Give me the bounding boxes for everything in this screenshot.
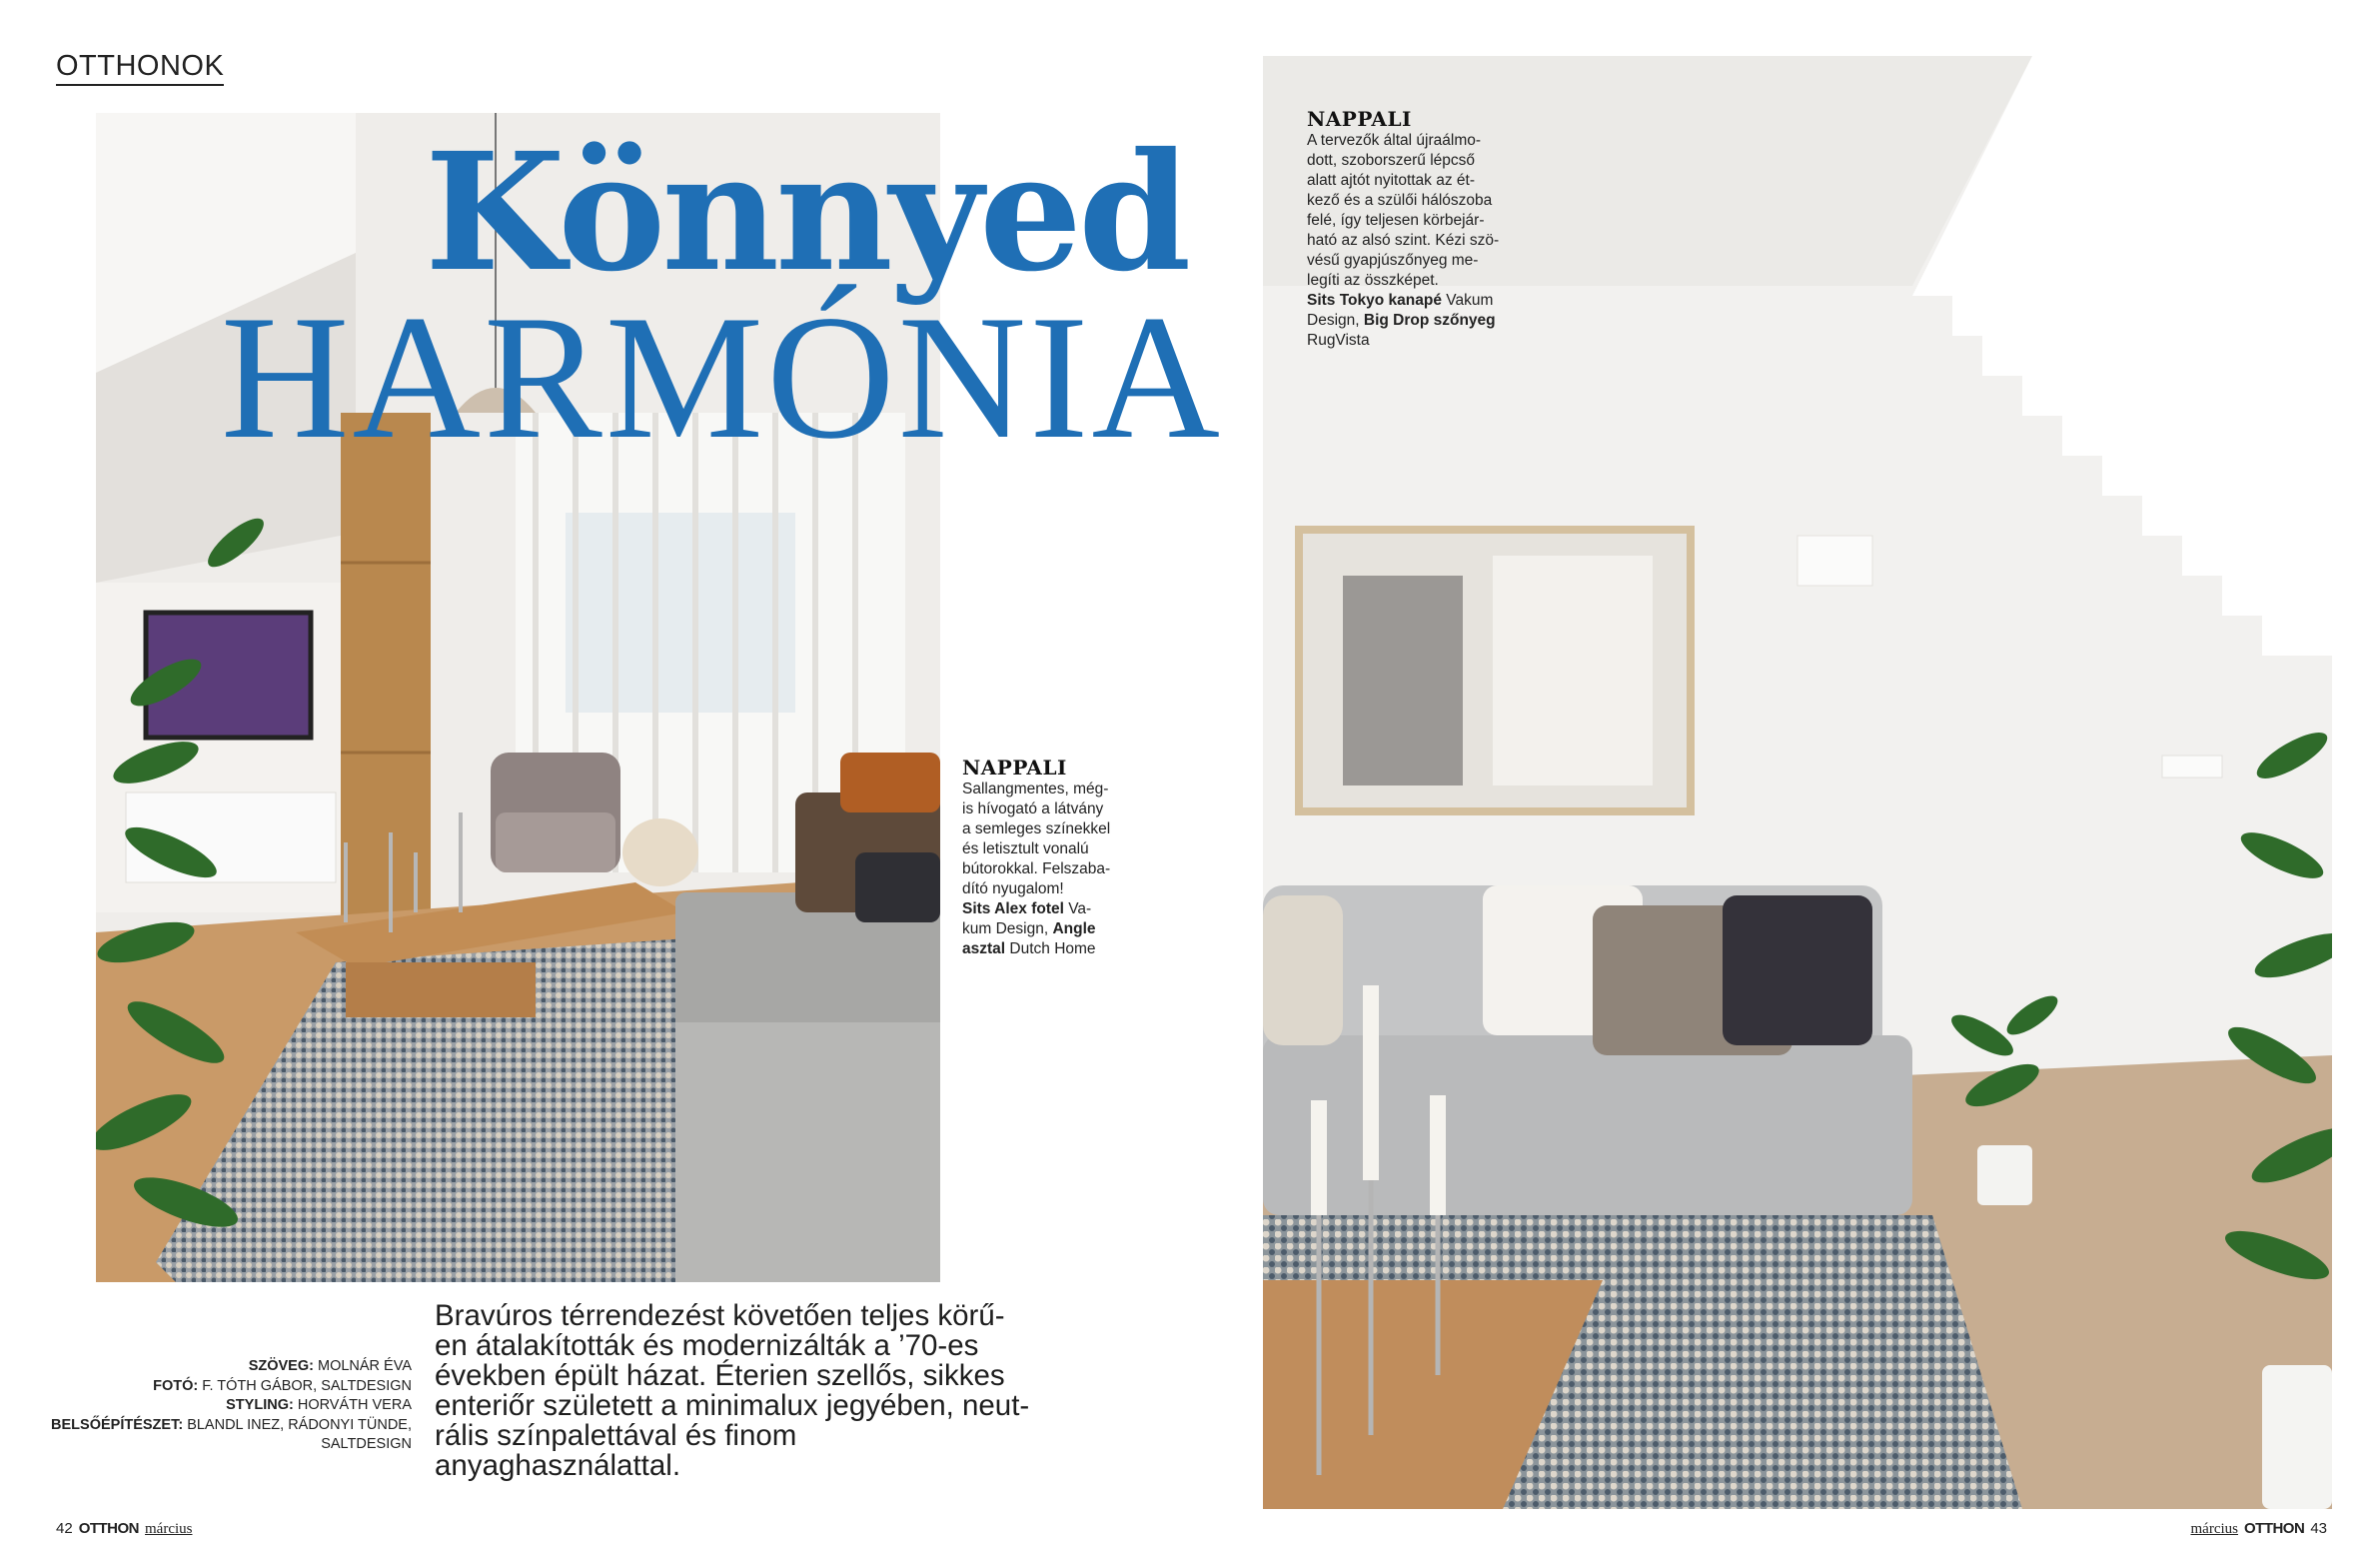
credit-line — [50, 1396, 412, 1416]
caption-left-credit-line — [962, 919, 1137, 939]
caption-right — [1307, 107, 1522, 351]
caption-right-credit-bold: Big Drop szőnyeg — [1363, 312, 1496, 329]
caption-right-credit-text: Vakum — [1441, 292, 1494, 309]
caption-right-line: vésű gyapjúszőnyeg me- — [1307, 252, 1479, 269]
magazine-brand-left: OTTHON — [78, 1520, 140, 1537]
caption-right-line: dott, szoborszerű lépcső — [1307, 152, 1476, 169]
caption-left-body — [962, 780, 1137, 959]
caption-right-body — [1307, 131, 1522, 351]
caption-left-credit-bold: asztal — [962, 940, 1006, 957]
caption-left-line: Sallangmentes, még- — [962, 780, 1109, 797]
lead-paragraph: Bravúros térrendezést követően teljes körű- en átalakították és modernizálták a ’70-es években épült házat. Éterien szellős, sikkes enteriőr született a minimalux jegyében, neut- rális színpalettával és finom anyaghasználattal. — [435, 1299, 1030, 1482]
issue-month-left: március — [145, 1521, 193, 1537]
credit-line — [50, 1377, 412, 1397]
caption-left-credit-bold: Angle — [1052, 920, 1096, 937]
caption-left-line: is hívogató a látvány — [962, 800, 1104, 817]
caption-left-credit-line — [962, 899, 1137, 919]
credit-value: HORVÁTH VERA — [293, 1397, 412, 1413]
caption-left-credit-text: Dutch Home — [1005, 940, 1096, 957]
caption-right-line: A tervezők által újraálmo- — [1307, 132, 1482, 149]
caption-right-credit-line — [1307, 331, 1522, 351]
caption-right-line: ható az alsó szint. Kézi szö- — [1307, 232, 1500, 249]
caption-right-title: NAPPALI — [1307, 107, 1412, 131]
credit-value: BLANDL INEZ, RÁDONYI TÜNDE, — [183, 1416, 412, 1433]
caption-left-credit-line — [962, 939, 1137, 959]
caption-right-line: legíti az összképet. — [1307, 272, 1439, 289]
issue-month-right: március — [2190, 1521, 2238, 1537]
caption-right-credit-text: RugVista — [1307, 332, 1370, 349]
caption-left-line: dító nyugalom! — [962, 880, 1064, 897]
credit-value: MOLNÁR ÉVA — [313, 1358, 412, 1374]
caption-left-credit-text: kum Design, — [962, 920, 1053, 937]
magazine-brand-right: OTTHON — [2243, 1520, 2305, 1537]
credit-label: SZÖVEG: — [248, 1358, 314, 1374]
page-number-right: 43 — [2310, 1520, 2327, 1537]
credit-line — [50, 1357, 412, 1377]
page-number-left: 42 — [56, 1520, 73, 1537]
credit-label: BELSŐÉPÍTÉSZET: — [51, 1416, 184, 1433]
caption-right-credit-line — [1307, 291, 1522, 311]
caption-left-credit-text: Va- — [1063, 900, 1092, 917]
caption-right-credit-line — [1307, 311, 1522, 331]
caption-left-line: bútorokkal. Felszaba- — [962, 860, 1111, 877]
caption-right-line: alatt ajtót nyitottak az ét- — [1307, 172, 1476, 189]
caption-right-line: kező és a szülői hálószoba — [1307, 192, 1493, 209]
article-credits — [50, 1357, 412, 1455]
caption-left-title: NAPPALI — [962, 756, 1067, 780]
caption-right-credit-text: Design, — [1307, 312, 1364, 329]
footer-right — [2191, 1520, 2334, 1538]
caption-right-line: felé, így teljesen körbejár- — [1307, 212, 1485, 229]
credit-label: FOTÓ: — [153, 1377, 199, 1394]
caption-left — [962, 756, 1137, 959]
credit-label: STYLING: — [226, 1397, 294, 1413]
caption-left-credit-bold: Sits Alex fotel — [962, 900, 1064, 917]
headline-line-1: Könnyed — [425, 118, 1188, 308]
caption-right-credit-bold: Sits Tokyo kanapé — [1307, 292, 1442, 309]
footer-left — [56, 1520, 199, 1538]
credit-line — [50, 1416, 412, 1436]
credit-value: SALTDESIGN — [321, 1436, 412, 1452]
section-label: OTTHONOK — [56, 50, 224, 86]
credit-line — [50, 1435, 412, 1455]
caption-left-line: a semleges színekkel — [962, 820, 1111, 837]
credit-value: F. TÓTH GÁBOR, SALTDESIGN — [198, 1377, 412, 1394]
headline-line-2: HARMÓNIA — [221, 278, 1223, 476]
caption-left-line: és letisztult vonalú — [962, 840, 1089, 857]
